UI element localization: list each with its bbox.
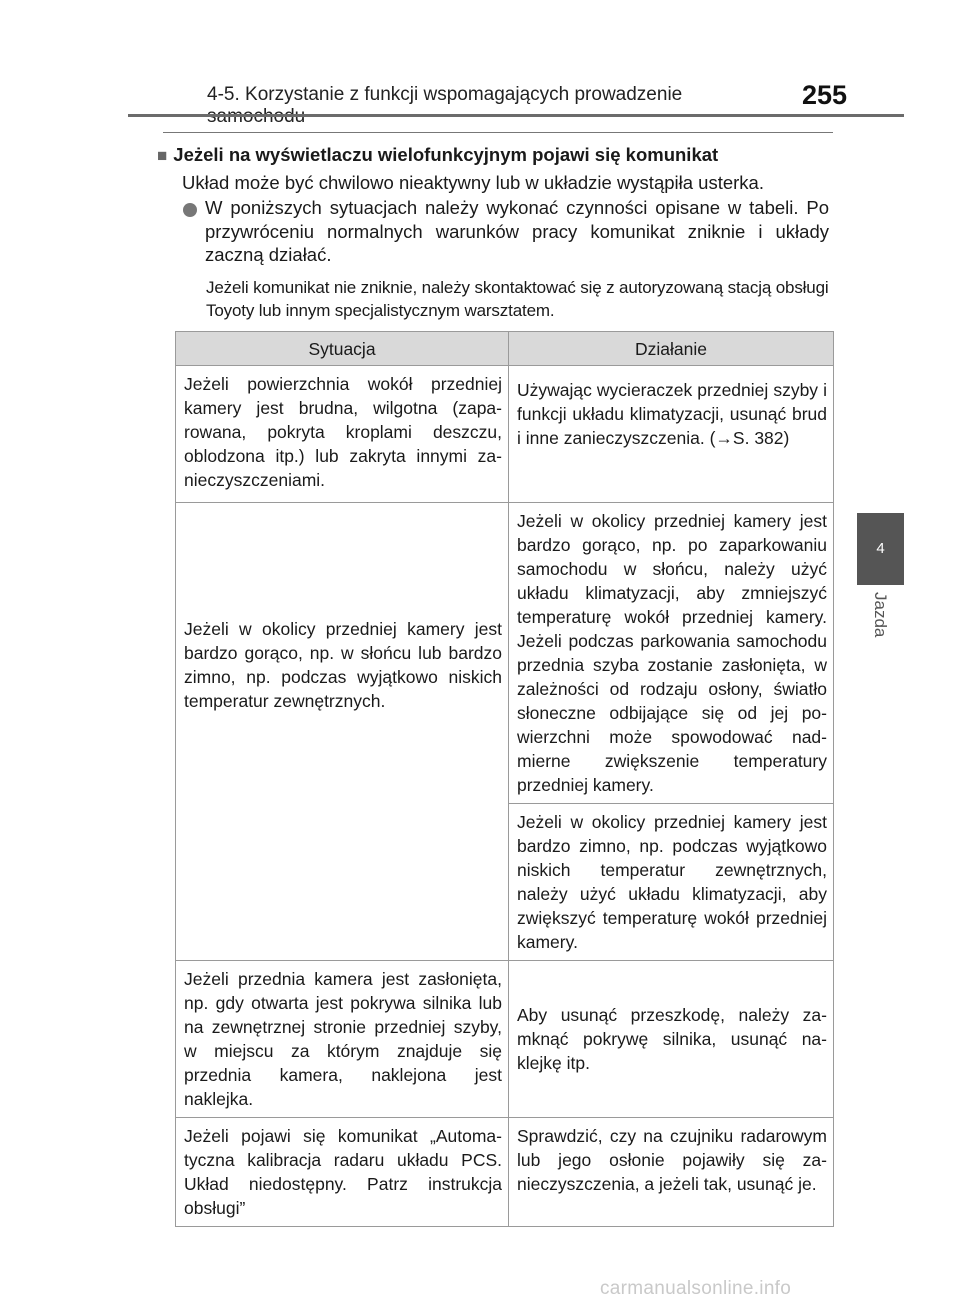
action-cell: Aby usunąć przeszkodę, należy zamknąć pokrywę silnika, usunąć naklejkę itp.	[509, 961, 834, 1118]
table-row	[176, 961, 834, 1118]
situation-cell: Jeżeli przednia kamera jest zasłonięta, np. gdy otwarta jest pokrywa silnika lub na zewnętrznej stronie przedniej szyby, w miejscu za którym znajduje się przednia kamera, naklejona jest naklejka.	[176, 961, 509, 1118]
section-rule	[163, 132, 833, 133]
intro-text: Układ może być chwilowo nieaktywny lub w układzie wystąpiła usterka.	[182, 172, 764, 193]
action-cell: Jeżeli w okolicy przedniej kamery jest bardzo zimno, np. podczas wyjątkowo niskich temperatur zewnętrznych, należy użyć układu klimatyzacji, aby zwiększyć temperaturę wokół przedniej kamery.	[509, 804, 834, 961]
table-header-row	[176, 332, 834, 366]
table-row	[176, 503, 834, 804]
column-header-action: Działanie	[509, 332, 834, 366]
section-heading	[157, 144, 837, 166]
situation-cell: Jeżeli powierzchnia wokół przedniej kamery jest brudna, wilgotna (zaparowana, pokryta kroplami deszczu, oblodzona itp.) lub zakryta innymi zanieczyszczeniami.	[176, 366, 509, 503]
header-rule	[128, 114, 904, 117]
note-text: Jeżeli komunikat nie zniknie, należy skontaktować się z autoryzowaną stacją obsługi Toyoty lub innym specjalistycznym warsztatem.	[206, 278, 829, 320]
column-header-situation: Sytuacja	[176, 332, 509, 366]
page-number: 255	[802, 80, 848, 110]
chapter-tab-label: Jazda	[871, 592, 890, 638]
table-row	[176, 1118, 834, 1227]
watermark: carmanualsonline.info	[600, 1278, 792, 1299]
chapter-tab[interactable]: 4	[857, 513, 904, 585]
action-cell: Jeżeli w okolicy przedniej kamery jest bardzo gorąco, np. po zaparkowaniu samochodu w słońcu, należy użyć układu klimatyzacji, aby zmniejszyć temperaturę wokół przedniej kamery. Jeżeli podczas parkowania samochodu przednia szyba zostanie zasłonięta, w zależności od rodzaju osłony, światło słoneczne odbijające się od jej powierzchni może spowodować nadmierne zwiększenie temperatury przedniej kamery.	[509, 503, 834, 804]
situation-cell: Jeżeli pojawi się komunikat „Automatyczna kalibracja radaru układu PCS. Układ niedostępny. Patrz instrukcja obsługi”	[176, 1118, 509, 1227]
bullet-text: W poniższych sytuacjach należy wykonać czynności opisane w tabeli. Po przywróceniu normalnych warunków pracy komunikat zniknie i układy zaczną działać.	[205, 197, 829, 265]
chapter-title: 4-5. Korzystanie z funkcji wspomagających prowadzenie	[207, 84, 683, 105]
action-cell: Używając wycieraczek przedniej szyby i funkcji układu klimatyzacji, usunąć brud i inne zanieczyszczenia. (→S. 382)	[509, 366, 834, 503]
situation-cell: Jeżeli w okolicy przedniej kamery jest bardzo gorąco, np. w słońcu lub bardzo zimno, np. podczas wyjątkowo niskich temperatur zewnętrznych.	[176, 503, 509, 961]
table-row	[176, 366, 834, 503]
action-cell: Sprawdzić, czy na czujniku radarowym lub jego osłonie pojawiły się zanieczyszczenia, a jeżeli tak, usunąć je.	[509, 1118, 834, 1227]
section-heading-text: Jeżeli na wyświetlaczu wielofunkcyjnym pojawi się komunikat	[173, 144, 719, 165]
square-bullet-icon: ■	[157, 146, 168, 165]
circle-bullet-icon	[183, 203, 197, 217]
situation-action-table	[175, 331, 834, 1227]
